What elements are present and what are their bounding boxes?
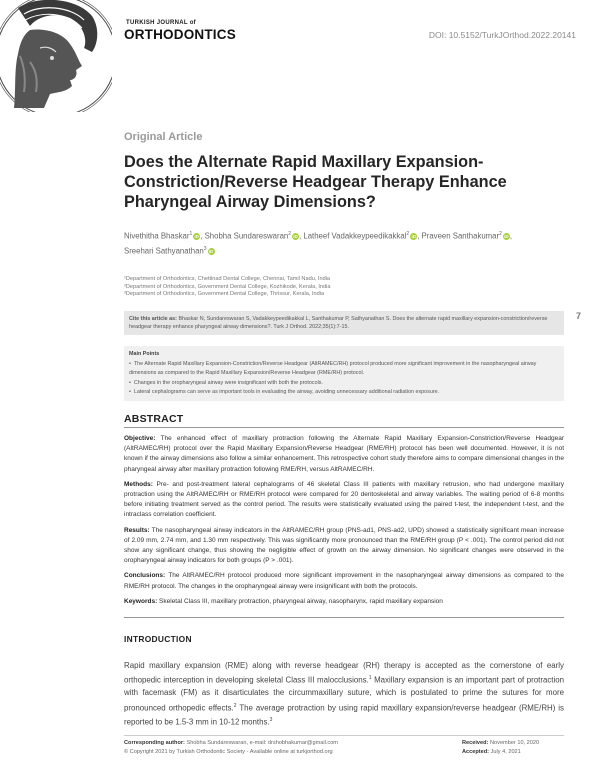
author-name: Nivethitha Bhaskar [124,231,190,241]
affiliation-line: ³Department of Orthodontics, Government Dental College, Thrissur, Kerala, India [124,291,325,298]
footer-left [124,739,424,756]
affiliations [124,276,564,299]
author-list: Nivethitha Bhaskar$^1$ iD, Shobha Sundareswaran$^2$ iD, Latheef Vadakkeypeedikakkal$^2$ iD, Praveen Santhakumar$^2$ iD, Sreehari Sathyanathan$^3$ iD [124,231,513,256]
affiliation-line: ²Department of Orthodontics, Government Dental College, Kozhikode, Kerala, India [124,283,331,290]
classical-head-emblem-icon [0,0,112,112]
footer-right [462,739,572,756]
abstract-divider [124,427,564,428]
received-label: Received: [462,740,489,746]
citation-text: Bhaskar N, Sundareswaran S, Vadakkeypeedikakkal L, Santhakumar P, Sathyanathan S. Does the alternate rapid maxillary expansion-constriction/reverse headgear therapy enhance pharyngeal airway dimensions?. Turk J Orthod. 2022;35(1):7-15. [129,316,548,330]
affiliation-line: ¹Department of Orthodontics, Chettinad Dental College, Chennai, Tamil Nadu, India [124,276,331,282]
objective-label: Objective: [124,435,156,442]
article-type: Original Article [124,131,203,143]
author-name: Sreehari Sathyanathan [124,246,204,256]
doi-link[interactable]: DOI: 10.5152/TurkJOrthod.2022.20141 [428,30,576,40]
page-number: 7 [576,311,582,321]
author-affil-sup: 2 [288,231,292,237]
corresponding-author[interactable]: Shobha Sundareswaran, e-mail: drshobhakumar@gmail.com [186,740,338,746]
author-name: Shobha Sundareswaran [204,231,289,241]
journal-name: ORTHODONTICS [124,27,236,42]
methods-label: Methods: [124,480,153,488]
abstract-heading: ABSTRACT [124,413,184,425]
intro-text: The average protraction by using rapid maxillary expansion/reverse headgear (RME/RH) is reported to be 1.5-3 mm in 10-12 months. [124,703,564,728]
copyright-notice: © Copyright 2021 by Turkish Orthodontic Society - Available online at turkjorthod.org [124,748,333,755]
conclusions-label: Conclusions: [124,572,166,580]
orcid-icon[interactable]: iD [208,249,214,255]
journal-logo-emblem [0,0,112,112]
author-affil-sup: 1 [189,231,193,237]
citation-label: Cite this article as: [129,316,177,322]
received-date: November 10, 2020 [490,740,540,746]
introduction-body [124,660,564,729]
citation-sup: 2 [233,702,237,709]
corresponding-label: Corresponding author: [124,740,185,746]
intro-text: Rapid maxillary expansion (RME) along with reverse headgear (RH) therapy is accepted as the cornerstone of early orthopedic interception in developing skeletal Class III malocclusions. [124,661,564,685]
abstract-end-divider [124,617,564,618]
methods-text: Pre- and post-treatment lateral cephalograms of 46 skeletal Class III patients with maxillary retrusion, who had undergone maxillary protraction using the AltRAMEC/RH or RME/RH protocol were compared for 20 dentoskeletal and airway variables. The waiting period of 6-8 months before initiating treatment served as the control period. The results were statistically evaluated using the paired t-test, the independent t-test, and the intraclass correlation coefficient. [124,480,564,519]
conclusions-text: The AltRAMEC/RH protocol produced more significant improvement in the nasopharyngeal airway dimensions as compared to the RME/RH protocol. The changes in the oropharyngeal airway were insignificant with both the protocols. [124,572,564,590]
main-point-item: • Changes in the oropharyngeal airway were insignificant with both the protocols. [129,379,559,389]
main-point-item: • The Alternate Rapid Maxillary Expansion-Constriction/Reverse Headgear (AltRAMEC/RH) protocol produced more significant improvement in the nasopharyngeal airway dimensions as compared to the Rapid Maxillary Expansion/Reverse Headgear (RME/RH) protocol. [129,360,559,379]
keywords-text: Skeletal Class III, maxillary protraction, pharyngeal airway, nasopharynx, rapid maxillary expansion [159,597,443,605]
main-points-title: Main Points [129,351,160,357]
accepted-date: July 4, 2021 [490,748,521,755]
author-affil-sup: 3 [203,246,207,253]
keywords-label: Keywords: [124,597,158,605]
abstract-body [124,434,564,612]
main-points-box [124,346,564,401]
citation-box [124,311,564,335]
objective-text: The enhanced effect of maxillary protraction following the Alternate Rapid Maxillary Expansion-Constriction/Reverse Headgear (AltRAMEC/RH) protocol over the Rapid Maxillary Expansion/Reverse Headgear (RME/RH) protocol has been well documented. However, it is not known if the airway dimensions also follow a similar enhancement. This retrospective cohort study therefore aims to compare dimensional changes in the pharyngeal airway after maxillary protraction following RME/RH, versus AltRAMEC/RH. [124,435,564,473]
author-name: Praveen Santhakumar [421,231,500,241]
article-title: Does the Alternate Rapid Maxillary Expansion-Constriction/Reverse Headgear Therapy Enhance Pharyngeal Airway Dimensions? [124,153,507,211]
accepted-label: Accepted: [462,748,490,755]
author-affil-sup: 2 [499,231,502,237]
results-text: The nasopharyngeal airway indicators in the AltRAMEC/RH group (PNS-ad1, PNS-ad2, UPD) showed a statistically significant mean increase of 2.09 mm, 2.74 mm, and 1.30 mm respectively. This was significantly more pronounced than the RME/RH group (P < .001). The control period did not show any significant change, thus showing the negligible effect of growth on the airway dimension. No significant changes were observed in the oropharyngeal airway indicators for both groups (P > .001). [124,526,564,565]
intro-text: Maxillary expansion is an important part of protraction with facemask (FM) as it disarticulates the circummaxillary suture, which is postulated to prime the sutures for more pronounced orthopedic effects. [124,675,565,713]
footer-divider [124,735,564,736]
citation-sup: 3 [269,717,273,724]
introduction-heading: INTRODUCTION [124,634,192,644]
orcid-icon[interactable]: iD [411,234,416,240]
author-name: Latheef Vadakkeypeedikakkal [303,231,407,241]
orcid-icon[interactable]: iD [194,234,199,240]
citation-sup: 1 [368,675,372,682]
main-point-item: • Lateral cephalograms can serve as important tools in evaluating the airway, avoiding unnecessary additional radiation exposure. [129,388,559,398]
journal-name-small: TURKISH JOURNAL of [126,20,196,26]
orcid-icon[interactable]: iD [293,234,298,240]
orcid-icon[interactable]: iD [504,234,509,240]
author-affil-sup: 2 [406,231,410,237]
results-label: Results: [124,526,150,534]
